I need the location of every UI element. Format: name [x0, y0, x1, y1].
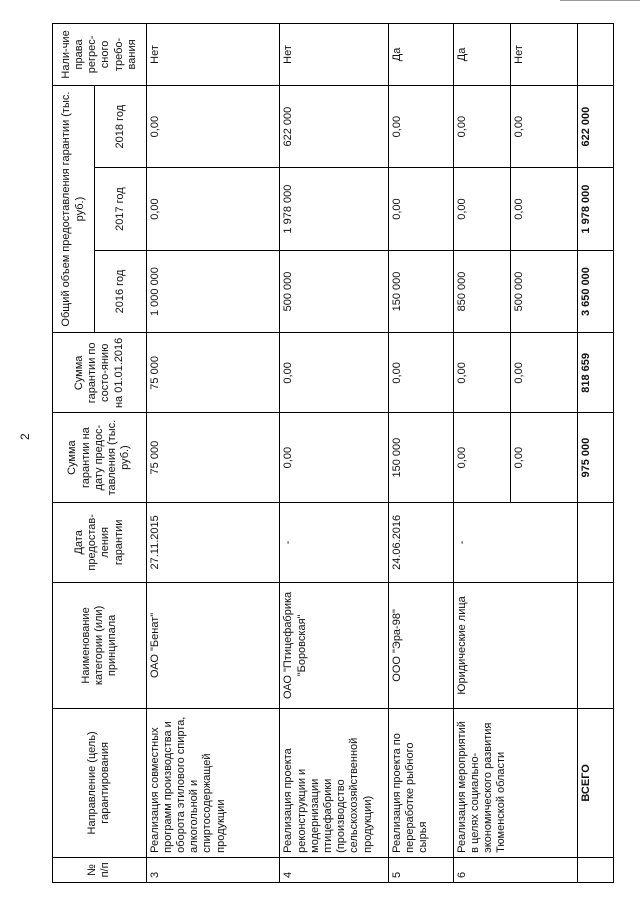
total-no: [578, 857, 614, 882]
total-sum-2016: 818 659: [578, 333, 614, 413]
row-sum-2016: 0,00: [453, 333, 511, 413]
row-no: 3: [146, 857, 280, 882]
row-category: ОАО "Бенат": [146, 582, 280, 708]
header-year-2016: 2016 год: [95, 250, 147, 332]
row-direction: Реализация проекта по переработке рыбного сырья: [388, 708, 453, 857]
row-direction: Реализация совместных программ производства и оборота этилового спирта, алкогольной и спиртосодержащей продукции: [146, 708, 280, 857]
top-rule: [560, 0, 640, 1]
guarantee-table-container: [52, 23, 614, 883]
row-y2016: 1 000 000: [146, 250, 280, 332]
row-sum-grant: 150 000: [388, 413, 453, 502]
row-sum-grant: 0,00: [453, 413, 511, 502]
row-y2016: 500 000: [511, 250, 578, 332]
row-sum-grant: 0,00: [280, 413, 388, 502]
row-regress: Да: [388, 24, 453, 86]
header-sum-2016: Сумма гарантии по состо-янию на 01.01.2016: [53, 333, 147, 413]
table-row: [453, 24, 511, 883]
row-date: -: [453, 502, 578, 582]
row-regress: Да: [453, 24, 511, 86]
total-sum-grant: 975 000: [578, 413, 614, 502]
header-year-2018: 2018 год: [95, 85, 147, 167]
row-category: ОАО "Птицефабрика "Боровская": [280, 582, 388, 708]
row-y2018: 0,00: [146, 85, 280, 167]
header-sum-grant: Сумма гарантии на дату предос-тавления (тыс. руб.): [53, 413, 147, 502]
header-total-volume: Общий объем предоставления гарантии (тыс. руб.): [53, 85, 95, 332]
row-y2017: 0,00: [453, 168, 511, 250]
header-direction: Направление (цель) гарантирования: [53, 708, 147, 857]
header-no: № п/п: [53, 857, 147, 882]
row-y2016: 150 000: [388, 250, 453, 332]
row-date: 27.11.2015: [146, 502, 280, 582]
guarantee-table: [52, 23, 614, 883]
row-date: -: [280, 502, 388, 582]
row-y2018: 622 000: [280, 85, 388, 167]
total-label: ВСЕГО: [578, 708, 614, 857]
row-sum-2016: 0,00: [388, 333, 453, 413]
row-y2017: 0,00: [146, 168, 280, 250]
header-regress: Нали-чие права регрес-сного требо-вания: [53, 24, 147, 86]
row-y2018: 0,00: [388, 85, 453, 167]
table-row: [146, 24, 280, 883]
row-regress: Нет: [146, 24, 280, 86]
row-category: ООО "Эра-98": [388, 582, 453, 708]
table-row: [388, 24, 453, 883]
row-y2017: 0,00: [388, 168, 453, 250]
row-category: Юридические лица: [453, 582, 578, 708]
header-category: Наименование категории (или) принципала: [53, 582, 147, 708]
row-y2016: 500 000: [280, 250, 388, 332]
total-y2018: 622 000: [578, 85, 614, 167]
row-y2016: 850 000: [453, 250, 511, 332]
total-category: [578, 582, 614, 708]
row-regress: Нет: [511, 24, 578, 86]
header-year-2017: 2017 год: [95, 168, 147, 250]
row-no: 5: [388, 857, 453, 882]
total-regress: [578, 24, 614, 86]
row-y2018: 0,00: [453, 85, 511, 167]
row-date: 24.06.2016: [388, 502, 453, 582]
row-y2018: 0,00: [511, 85, 578, 167]
total-y2016: 3 650 000: [578, 250, 614, 332]
row-sum-2016: 0,00: [511, 333, 578, 413]
table-row: [280, 24, 388, 883]
row-direction: Реализация мероприятий в целях социально-экономического развития Тюменской области: [453, 708, 578, 857]
row-direction: Реализация проекта реконструкции и модернизации птицефабрики (производство сельскохозяйственной продукции): [280, 708, 388, 857]
row-y2017: 0,00: [511, 168, 578, 250]
page-number: 2: [18, 433, 32, 440]
total-date: [578, 502, 614, 582]
row-regress: Нет: [280, 24, 388, 86]
row-no: 6: [453, 857, 578, 882]
row-sum-grant: 0,00: [511, 413, 578, 502]
row-y2017: 1 978 000: [280, 168, 388, 250]
row-no: 4: [280, 857, 388, 882]
header-date: Дата предостав-ления гарантии: [53, 502, 147, 582]
total-row: [578, 24, 614, 883]
row-sum-grant: 75 000: [146, 413, 280, 502]
row-sum-2016: 75 000: [146, 333, 280, 413]
total-y2017: 1 978 000: [578, 168, 614, 250]
row-sum-2016: 0,00: [280, 333, 388, 413]
